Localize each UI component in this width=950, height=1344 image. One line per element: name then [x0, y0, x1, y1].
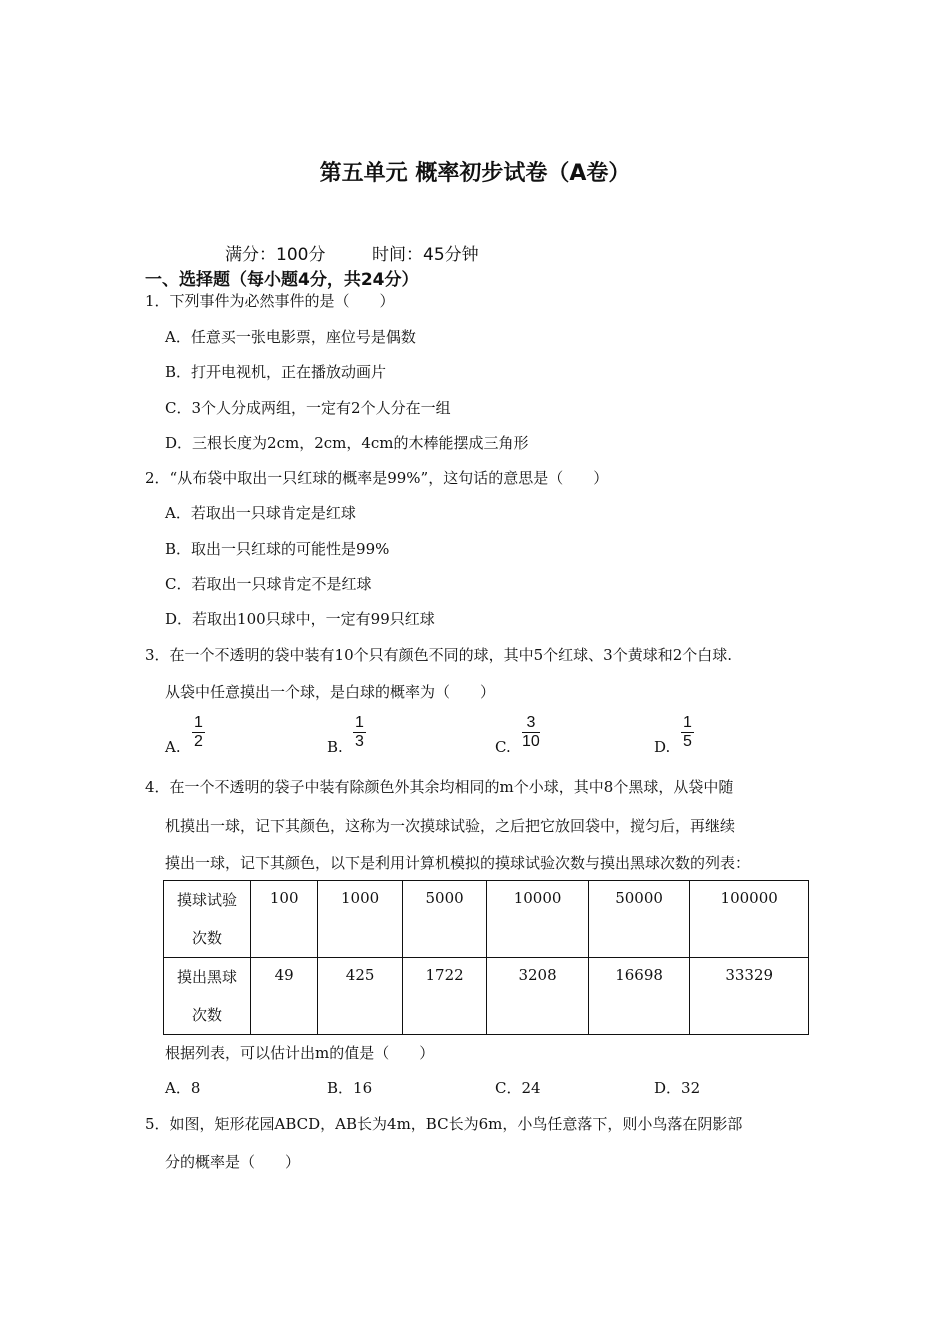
- q5-stem-line2: 分的概率是（ ）: [165, 1153, 301, 1171]
- q1-option-d: D．三根长度为2cm，2cm，4cm的木棒能摆成三角形: [165, 434, 529, 452]
- q5-stem-line1: 5．如图，矩形花园ABCD，AB长为4m，BC长为6m，小鸟任意落下，则小鸟落在阴影部: [145, 1115, 743, 1133]
- q4-option-d: D．32: [654, 1079, 701, 1097]
- q3-option-a-denominator: 2: [194, 733, 203, 750]
- table-cell: 50000: [588, 881, 690, 958]
- q4-stem-line1: 4．在一个不透明的袋子中装有除颜色外其余均相同的m个小球，其中8个黑球，从袋中随: [145, 778, 734, 796]
- q3-option-c-numerator: 3: [522, 714, 540, 733]
- q3-option-b-fraction: [353, 714, 366, 751]
- q3-option-d-label: D.: [654, 738, 671, 756]
- table-cell: 33329: [690, 958, 809, 1035]
- q3-option-c-fraction: [522, 714, 540, 751]
- q4-option-b: B．16: [327, 1079, 373, 1097]
- q3-stem-line1: 3．在一个不透明的袋中装有10个只有颜色不同的球，其中5个红球、3个黄球和2个白球.: [145, 646, 733, 664]
- trial-table: [163, 880, 809, 1035]
- q2-option-c: C．若取出一只球肯定不是红球: [165, 575, 372, 593]
- table-row-header: [164, 881, 251, 958]
- header-text: 次数: [191, 929, 222, 947]
- q3-stem-line2: 从袋中任意摸出一个球，是白球的概率为（ ）: [165, 683, 496, 701]
- page-title: 第五单元 概率初步试卷（A卷）: [319, 161, 631, 186]
- q4-stem-line3: 摸出一球，记下其颜色，以下是利用计算机模拟的摸球试验次数与摸出黑球次数的列表：: [165, 854, 751, 872]
- q2-stem: 2．“从布袋中取出一只红球的概率是99%”，这句话的意思是（ ）: [145, 469, 609, 487]
- q3-option-c-denominator: 10: [522, 733, 540, 750]
- header-text: 摸球试验: [176, 891, 237, 909]
- table-cell: 49: [251, 958, 318, 1035]
- q3-option-d-numerator: 1: [683, 714, 692, 731]
- q2-option-a: A．若取出一只球肯定是红球: [165, 504, 356, 522]
- q4-option-c: C．24: [495, 1079, 541, 1097]
- table-row-header: [164, 958, 251, 1035]
- table-cell: 10000: [487, 881, 589, 958]
- q3-option-a-numerator: 1: [194, 714, 203, 731]
- table-cell: 16698: [588, 958, 690, 1035]
- q1-option-c: C．3个人分成两组，一定有2个人分在一组: [165, 399, 451, 417]
- table-cell: 100: [251, 881, 318, 958]
- header-text: 摸出黑球: [176, 968, 237, 986]
- q2-option-d: D．若取出100只球中，一定有99只红球: [165, 610, 435, 628]
- section-heading: 一、选择题（每小题4分，共24分）: [145, 270, 419, 290]
- q3-option-d-fraction: [681, 714, 694, 751]
- q1-option-b: B．打开电视机，正在播放动画片: [165, 363, 387, 381]
- table-cell: 1722: [402, 958, 486, 1035]
- table-cell: 1000: [318, 881, 402, 958]
- q3-option-b-denominator: 3: [355, 733, 364, 750]
- table-row: [164, 881, 809, 958]
- q3-option-a-label: A.: [165, 738, 181, 756]
- q4-stem-line2: 机摸出一球，记下其颜色，这称为一次摸球试验，之后把它放回袋中，搅匀后，再继续: [165, 817, 736, 835]
- q4-option-a: A．8: [165, 1079, 201, 1097]
- q3-option-c-label: C.: [495, 738, 511, 756]
- q3-option-b-numerator: 1: [355, 714, 364, 731]
- full-score: 满分：100分: [225, 245, 326, 265]
- table-row: [164, 958, 809, 1035]
- table-cell: 3208: [487, 958, 589, 1035]
- q4-after-table: 根据列表，可以估计出m的值是（ ）: [165, 1044, 435, 1062]
- q3-option-b-label: B.: [327, 738, 343, 756]
- table-cell: 425: [318, 958, 402, 1035]
- table-cell: 5000: [402, 881, 486, 958]
- table-cell: 100000: [690, 881, 809, 958]
- exam-time: 时间：45分钟: [372, 245, 479, 265]
- q3-option-a-fraction: [192, 714, 205, 751]
- header-text: 次数: [191, 1006, 222, 1024]
- q1-option-a: A．任意买一张电影票，座位号是偶数: [165, 328, 416, 346]
- q1-stem: 1．下列事件为必然事件的是（ ）: [145, 292, 395, 310]
- q3-option-d-denominator: 5: [683, 733, 692, 750]
- q2-option-b: B．取出一只红球的可能性是99%: [165, 540, 390, 558]
